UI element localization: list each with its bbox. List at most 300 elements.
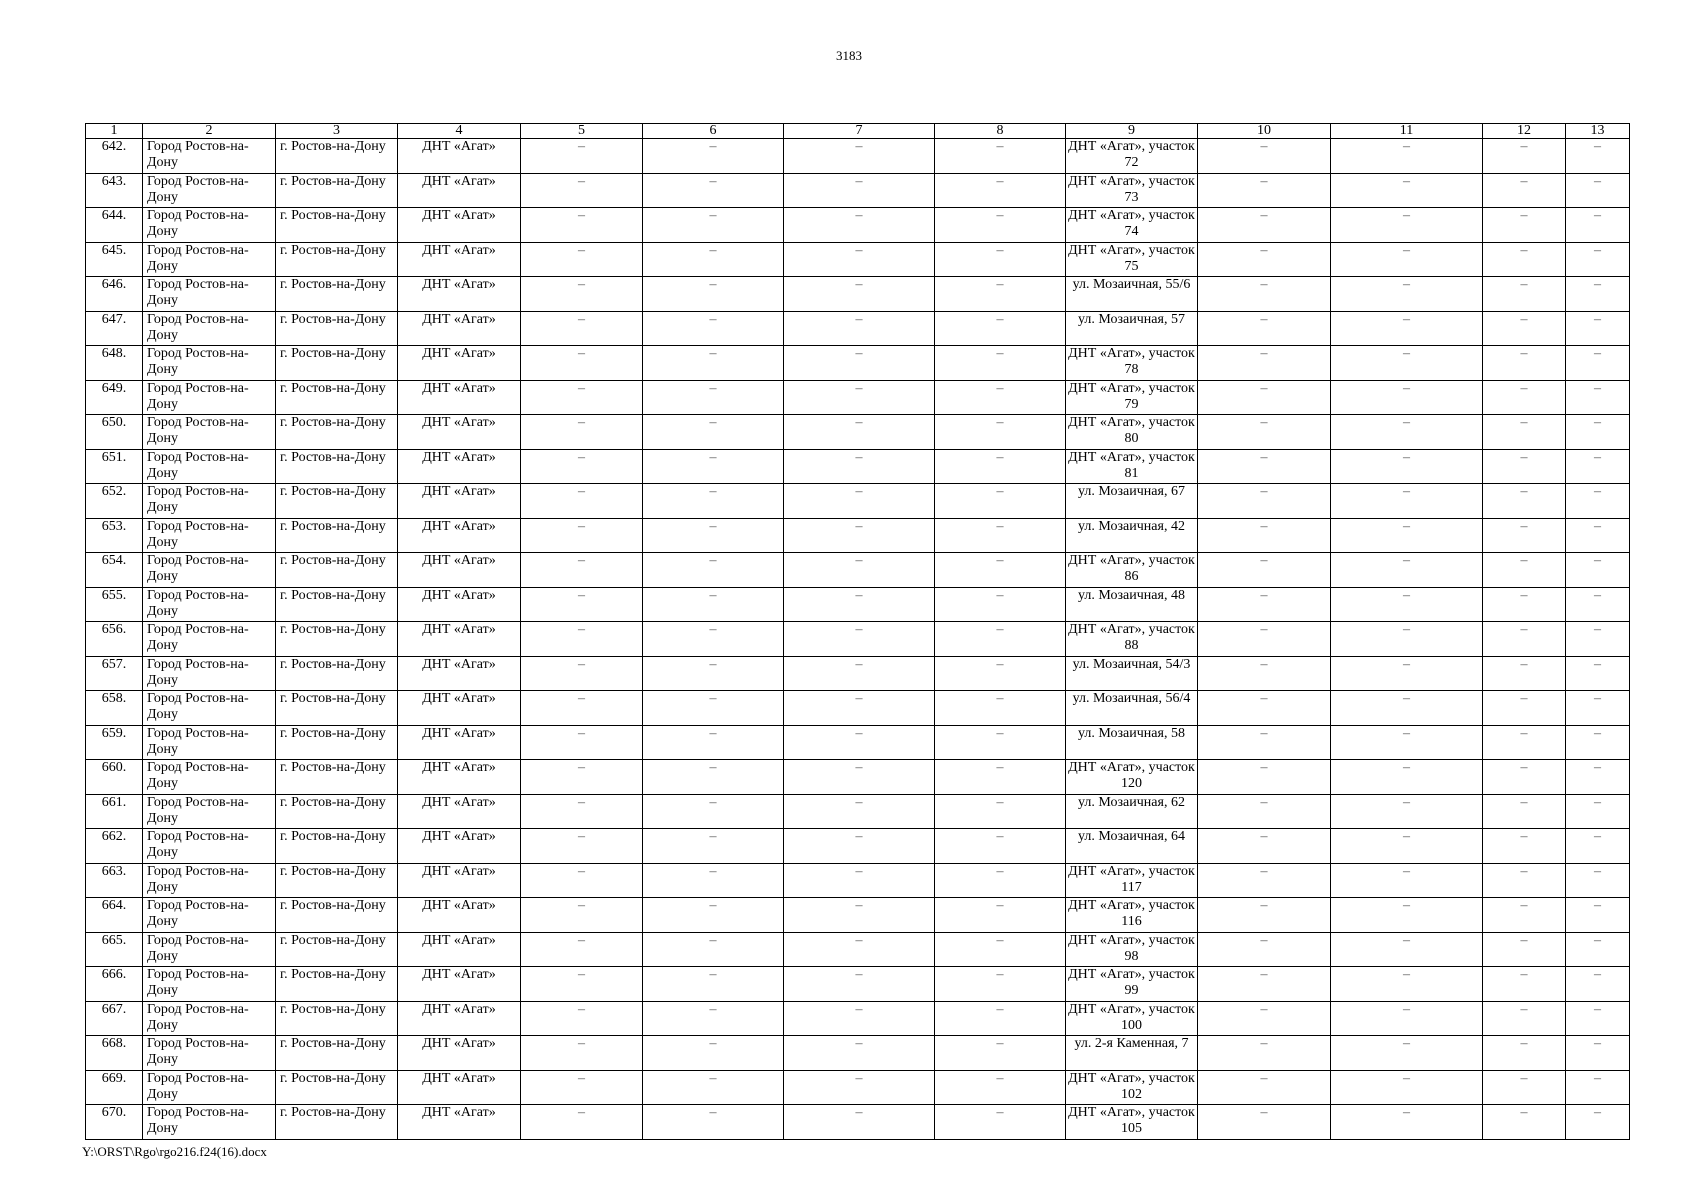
empty-dash-cell: –: [521, 139, 643, 174]
row-number-cell: 670.: [86, 1105, 143, 1140]
row-number-cell: 666.: [86, 967, 143, 1002]
municipality-cell: Город Ростов-на-Дону: [143, 449, 276, 484]
empty-dash-cell: –: [1483, 622, 1566, 657]
empty-dash-cell: –: [1198, 484, 1331, 519]
empty-dash-cell: –: [1331, 863, 1483, 898]
settlement-cell: г. Ростов-на-Дону: [276, 863, 398, 898]
table-row: [86, 139, 1630, 174]
address-cell: ул. Мозаичная, 67: [1066, 484, 1198, 519]
empty-dash-cell: –: [1483, 829, 1566, 864]
row-number-cell: 657.: [86, 656, 143, 691]
empty-dash-cell: –: [1483, 967, 1566, 1002]
empty-dash-cell: –: [935, 622, 1066, 657]
object-cell: ДНТ «Агат»: [398, 622, 521, 657]
page-number: 3183: [836, 48, 862, 63]
empty-dash-cell: –: [935, 277, 1066, 312]
empty-dash-cell: –: [643, 691, 784, 726]
empty-dash-cell: –: [643, 829, 784, 864]
row-number-cell: 669.: [86, 1070, 143, 1105]
column-header-12: 12: [1483, 124, 1566, 139]
empty-dash-cell: –: [643, 139, 784, 174]
empty-dash-cell: –: [784, 242, 935, 277]
row-number-cell: 660.: [86, 760, 143, 795]
settlement-cell: г. Ростов-на-Дону: [276, 725, 398, 760]
table-row: [86, 380, 1630, 415]
address-cell: ул. Мозаичная, 62: [1066, 794, 1198, 829]
empty-dash-cell: –: [1566, 346, 1630, 381]
address-cell: ДНТ «Агат», участок 72: [1066, 139, 1198, 174]
empty-dash-cell: –: [521, 1105, 643, 1140]
empty-dash-cell: –: [935, 898, 1066, 933]
empty-dash-cell: –: [1483, 277, 1566, 312]
settlement-cell: г. Ростов-на-Дону: [276, 794, 398, 829]
object-cell: ДНТ «Агат»: [398, 587, 521, 622]
address-cell: ул. Мозаичная, 56/4: [1066, 691, 1198, 726]
empty-dash-cell: –: [1483, 553, 1566, 588]
object-cell: ДНТ «Агат»: [398, 1070, 521, 1105]
empty-dash-cell: –: [1566, 829, 1630, 864]
object-cell: ДНТ «Агат»: [398, 415, 521, 450]
object-cell: ДНТ «Агат»: [398, 794, 521, 829]
empty-dash-cell: –: [521, 967, 643, 1002]
empty-dash-cell: –: [1483, 208, 1566, 243]
empty-dash-cell: –: [784, 484, 935, 519]
empty-dash-cell: –: [1483, 311, 1566, 346]
empty-dash-cell: –: [1566, 311, 1630, 346]
empty-dash-cell: –: [1566, 1001, 1630, 1036]
empty-dash-cell: –: [643, 242, 784, 277]
empty-dash-cell: –: [1198, 173, 1331, 208]
empty-dash-cell: –: [643, 277, 784, 312]
empty-dash-cell: –: [521, 242, 643, 277]
empty-dash-cell: –: [1198, 725, 1331, 760]
object-cell: ДНТ «Агат»: [398, 346, 521, 381]
empty-dash-cell: –: [1198, 139, 1331, 174]
empty-dash-cell: –: [1331, 311, 1483, 346]
empty-dash-cell: –: [1331, 139, 1483, 174]
table-row: [86, 691, 1630, 726]
empty-dash-cell: –: [643, 1036, 784, 1071]
empty-dash-cell: –: [521, 1001, 643, 1036]
object-cell: ДНТ «Агат»: [398, 656, 521, 691]
empty-dash-cell: –: [643, 449, 784, 484]
empty-dash-cell: –: [1566, 587, 1630, 622]
empty-dash-cell: –: [521, 346, 643, 381]
settlement-cell: г. Ростов-на-Дону: [276, 139, 398, 174]
table-row: [86, 277, 1630, 312]
address-cell: ДНТ «Агат», участок 102: [1066, 1070, 1198, 1105]
row-number-cell: 652.: [86, 484, 143, 519]
empty-dash-cell: –: [1198, 553, 1331, 588]
empty-dash-cell: –: [935, 863, 1066, 898]
empty-dash-cell: –: [935, 760, 1066, 795]
empty-dash-cell: –: [935, 587, 1066, 622]
table-row: [86, 415, 1630, 450]
empty-dash-cell: –: [1198, 1105, 1331, 1140]
empty-dash-cell: –: [521, 1070, 643, 1105]
empty-dash-cell: –: [784, 1036, 935, 1071]
empty-dash-cell: –: [784, 553, 935, 588]
settlement-cell: г. Ростов-на-Дону: [276, 449, 398, 484]
table-row: [86, 725, 1630, 760]
empty-dash-cell: –: [1483, 760, 1566, 795]
empty-dash-cell: –: [1566, 553, 1630, 588]
settlement-cell: г. Ростов-на-Дону: [276, 311, 398, 346]
empty-dash-cell: –: [643, 725, 784, 760]
row-number-cell: 645.: [86, 242, 143, 277]
empty-dash-cell: –: [1331, 484, 1483, 519]
address-cell: ДНТ «Агат», участок 75: [1066, 242, 1198, 277]
table-row: [86, 898, 1630, 933]
empty-dash-cell: –: [1331, 967, 1483, 1002]
empty-dash-cell: –: [1198, 380, 1331, 415]
table-row: [86, 1070, 1630, 1105]
municipality-cell: Город Ростов-на-Дону: [143, 587, 276, 622]
table-row: [86, 553, 1630, 588]
settlement-cell: г. Ростов-на-Дону: [276, 829, 398, 864]
empty-dash-cell: –: [1483, 242, 1566, 277]
empty-dash-cell: –: [1566, 208, 1630, 243]
table-row: [86, 1001, 1630, 1036]
empty-dash-cell: –: [1566, 1070, 1630, 1105]
empty-dash-cell: –: [1483, 863, 1566, 898]
empty-dash-cell: –: [1566, 863, 1630, 898]
table-body: [86, 139, 1630, 1140]
empty-dash-cell: –: [521, 725, 643, 760]
empty-dash-cell: –: [1198, 1070, 1331, 1105]
empty-dash-cell: –: [1483, 380, 1566, 415]
object-cell: ДНТ «Агат»: [398, 725, 521, 760]
empty-dash-cell: –: [643, 518, 784, 553]
empty-dash-cell: –: [1566, 415, 1630, 450]
empty-dash-cell: –: [643, 380, 784, 415]
row-number-cell: 667.: [86, 1001, 143, 1036]
settlement-cell: г. Ростов-на-Дону: [276, 656, 398, 691]
empty-dash-cell: –: [1483, 484, 1566, 519]
empty-dash-cell: –: [935, 1036, 1066, 1071]
row-number-cell: 650.: [86, 415, 143, 450]
empty-dash-cell: –: [1483, 691, 1566, 726]
empty-dash-cell: –: [521, 622, 643, 657]
address-cell: ДНТ «Агат», участок 100: [1066, 1001, 1198, 1036]
column-header-2: 2: [143, 124, 276, 139]
row-number-cell: 654.: [86, 553, 143, 588]
empty-dash-cell: –: [521, 553, 643, 588]
municipality-cell: Город Ростов-на-Дону: [143, 829, 276, 864]
empty-dash-cell: –: [935, 311, 1066, 346]
empty-dash-cell: –: [784, 863, 935, 898]
address-cell: ДНТ «Агат», участок 81: [1066, 449, 1198, 484]
empty-dash-cell: –: [1331, 242, 1483, 277]
empty-dash-cell: –: [1483, 898, 1566, 933]
empty-dash-cell: –: [1331, 277, 1483, 312]
row-number-cell: 655.: [86, 587, 143, 622]
row-number-cell: 663.: [86, 863, 143, 898]
empty-dash-cell: –: [1566, 139, 1630, 174]
column-header-1: 1: [86, 124, 143, 139]
row-number-cell: 658.: [86, 691, 143, 726]
empty-dash-cell: –: [935, 139, 1066, 174]
empty-dash-cell: –: [1198, 587, 1331, 622]
empty-dash-cell: –: [784, 173, 935, 208]
column-header-4: 4: [398, 124, 521, 139]
row-number-cell: 643.: [86, 173, 143, 208]
object-cell: ДНТ «Агат»: [398, 518, 521, 553]
row-number-cell: 649.: [86, 380, 143, 415]
empty-dash-cell: –: [643, 311, 784, 346]
municipality-cell: Город Ростов-на-Дону: [143, 967, 276, 1002]
empty-dash-cell: –: [784, 311, 935, 346]
municipality-cell: Город Ростов-на-Дону: [143, 346, 276, 381]
empty-dash-cell: –: [521, 518, 643, 553]
column-header-3: 3: [276, 124, 398, 139]
empty-dash-cell: –: [935, 415, 1066, 450]
object-cell: ДНТ «Агат»: [398, 553, 521, 588]
municipality-cell: Город Ростов-на-Дону: [143, 242, 276, 277]
empty-dash-cell: –: [1198, 242, 1331, 277]
object-cell: ДНТ «Агат»: [398, 484, 521, 519]
row-number-cell: 651.: [86, 449, 143, 484]
empty-dash-cell: –: [935, 656, 1066, 691]
address-cell: ул. Мозаичная, 64: [1066, 829, 1198, 864]
empty-dash-cell: –: [521, 311, 643, 346]
empty-dash-cell: –: [1566, 380, 1630, 415]
empty-dash-cell: –: [784, 967, 935, 1002]
address-cell: ул. Мозаичная, 42: [1066, 518, 1198, 553]
empty-dash-cell: –: [1566, 932, 1630, 967]
empty-dash-cell: –: [1331, 932, 1483, 967]
column-header-7: 7: [784, 124, 935, 139]
empty-dash-cell: –: [1198, 898, 1331, 933]
settlement-cell: г. Ростов-на-Дону: [276, 346, 398, 381]
settlement-cell: г. Ростов-на-Дону: [276, 1001, 398, 1036]
empty-dash-cell: –: [1566, 242, 1630, 277]
table-row: [86, 656, 1630, 691]
settlement-cell: г. Ростов-на-Дону: [276, 1036, 398, 1071]
empty-dash-cell: –: [1331, 1105, 1483, 1140]
municipality-cell: Город Ростов-на-Дону: [143, 1001, 276, 1036]
empty-dash-cell: –: [521, 208, 643, 243]
address-cell: ДНТ «Агат», участок 88: [1066, 622, 1198, 657]
empty-dash-cell: –: [1566, 691, 1630, 726]
object-cell: ДНТ «Агат»: [398, 208, 521, 243]
object-cell: ДНТ «Агат»: [398, 967, 521, 1002]
municipality-cell: Город Ростов-на-Дону: [143, 898, 276, 933]
address-cell: ДНТ «Агат», участок 79: [1066, 380, 1198, 415]
empty-dash-cell: –: [643, 484, 784, 519]
municipality-cell: Город Ростов-на-Дону: [143, 656, 276, 691]
address-cell: ул. Мозаичная, 58: [1066, 725, 1198, 760]
empty-dash-cell: –: [935, 553, 1066, 588]
empty-dash-cell: –: [1331, 794, 1483, 829]
address-cell: ДНТ «Агат», участок 99: [1066, 967, 1198, 1002]
empty-dash-cell: –: [935, 518, 1066, 553]
empty-dash-cell: –: [1566, 725, 1630, 760]
table-row: [86, 587, 1630, 622]
table-row: [86, 1105, 1630, 1140]
object-cell: ДНТ «Агат»: [398, 898, 521, 933]
empty-dash-cell: –: [1198, 829, 1331, 864]
empty-dash-cell: –: [1198, 794, 1331, 829]
empty-dash-cell: –: [784, 1070, 935, 1105]
empty-dash-cell: –: [1331, 380, 1483, 415]
empty-dash-cell: –: [1331, 1036, 1483, 1071]
empty-dash-cell: –: [1198, 449, 1331, 484]
settlement-cell: г. Ростов-на-Дону: [276, 242, 398, 277]
table-row: [86, 208, 1630, 243]
object-cell: ДНТ «Агат»: [398, 242, 521, 277]
empty-dash-cell: –: [1331, 622, 1483, 657]
object-cell: ДНТ «Агат»: [398, 380, 521, 415]
empty-dash-cell: –: [1483, 587, 1566, 622]
empty-dash-cell: –: [1566, 1036, 1630, 1071]
empty-dash-cell: –: [1198, 863, 1331, 898]
empty-dash-cell: –: [1566, 622, 1630, 657]
empty-dash-cell: –: [1566, 967, 1630, 1002]
table-row: [86, 829, 1630, 864]
row-number-cell: 642.: [86, 139, 143, 174]
empty-dash-cell: –: [643, 932, 784, 967]
address-cell: ДНТ «Агат», участок 98: [1066, 932, 1198, 967]
empty-dash-cell: –: [521, 691, 643, 726]
table-row: [86, 518, 1630, 553]
empty-dash-cell: –: [521, 863, 643, 898]
empty-dash-cell: –: [784, 1105, 935, 1140]
object-cell: ДНТ «Агат»: [398, 932, 521, 967]
settlement-cell: г. Ростов-на-Дону: [276, 760, 398, 795]
empty-dash-cell: –: [1331, 656, 1483, 691]
municipality-cell: Город Ростов-на-Дону: [143, 932, 276, 967]
object-cell: ДНТ «Агат»: [398, 760, 521, 795]
table-row: [86, 311, 1630, 346]
empty-dash-cell: –: [521, 415, 643, 450]
row-number-cell: 661.: [86, 794, 143, 829]
empty-dash-cell: –: [1198, 346, 1331, 381]
empty-dash-cell: –: [784, 656, 935, 691]
object-cell: ДНТ «Агат»: [398, 1001, 521, 1036]
empty-dash-cell: –: [1331, 1070, 1483, 1105]
municipality-cell: Город Ростов-на-Дону: [143, 725, 276, 760]
empty-dash-cell: –: [1566, 1105, 1630, 1140]
empty-dash-cell: –: [784, 1001, 935, 1036]
column-header-11: 11: [1331, 124, 1483, 139]
empty-dash-cell: –: [521, 173, 643, 208]
municipality-cell: Город Ростов-на-Дону: [143, 1070, 276, 1105]
empty-dash-cell: –: [521, 760, 643, 795]
empty-dash-cell: –: [1198, 277, 1331, 312]
empty-dash-cell: –: [1198, 622, 1331, 657]
table-row: [86, 622, 1630, 657]
empty-dash-cell: –: [935, 346, 1066, 381]
registry-table: [85, 123, 1630, 1140]
empty-dash-cell: –: [1483, 1001, 1566, 1036]
empty-dash-cell: –: [1483, 725, 1566, 760]
empty-dash-cell: –: [1483, 656, 1566, 691]
municipality-cell: Город Ростов-на-Дону: [143, 208, 276, 243]
object-cell: ДНТ «Агат»: [398, 829, 521, 864]
empty-dash-cell: –: [1483, 139, 1566, 174]
empty-dash-cell: –: [784, 760, 935, 795]
empty-dash-cell: –: [1566, 760, 1630, 795]
row-number-cell: 664.: [86, 898, 143, 933]
municipality-cell: Город Ростов-на-Дону: [143, 139, 276, 174]
address-cell: ул. Мозаичная, 54/3: [1066, 656, 1198, 691]
table-row: [86, 967, 1630, 1002]
empty-dash-cell: –: [1331, 691, 1483, 726]
column-header-5: 5: [521, 124, 643, 139]
address-cell: ДНТ «Агат», участок 116: [1066, 898, 1198, 933]
settlement-cell: г. Ростов-на-Дону: [276, 380, 398, 415]
address-cell: ДНТ «Агат», участок 117: [1066, 863, 1198, 898]
empty-dash-cell: –: [1331, 415, 1483, 450]
settlement-cell: г. Ростов-на-Дону: [276, 898, 398, 933]
address-cell: ДНТ «Агат», участок 105: [1066, 1105, 1198, 1140]
column-header-9: 9: [1066, 124, 1198, 139]
empty-dash-cell: –: [935, 1070, 1066, 1105]
empty-dash-cell: –: [643, 346, 784, 381]
empty-dash-cell: –: [1198, 932, 1331, 967]
empty-dash-cell: –: [1331, 829, 1483, 864]
empty-dash-cell: –: [1566, 898, 1630, 933]
object-cell: ДНТ «Агат»: [398, 1105, 521, 1140]
empty-dash-cell: –: [1483, 932, 1566, 967]
empty-dash-cell: –: [784, 829, 935, 864]
municipality-cell: Город Ростов-на-Дону: [143, 622, 276, 657]
empty-dash-cell: –: [1198, 1036, 1331, 1071]
empty-dash-cell: –: [1331, 725, 1483, 760]
empty-dash-cell: –: [643, 622, 784, 657]
empty-dash-cell: –: [521, 656, 643, 691]
municipality-cell: Город Ростов-на-Дону: [143, 863, 276, 898]
empty-dash-cell: –: [784, 622, 935, 657]
empty-dash-cell: –: [784, 415, 935, 450]
empty-dash-cell: –: [935, 967, 1066, 1002]
empty-dash-cell: –: [1331, 898, 1483, 933]
object-cell: ДНТ «Агат»: [398, 691, 521, 726]
municipality-cell: Город Ростов-на-Дону: [143, 415, 276, 450]
empty-dash-cell: –: [1198, 311, 1331, 346]
empty-dash-cell: –: [643, 1001, 784, 1036]
empty-dash-cell: –: [935, 449, 1066, 484]
row-number-cell: 647.: [86, 311, 143, 346]
municipality-cell: Город Ростов-на-Дону: [143, 518, 276, 553]
empty-dash-cell: –: [1483, 518, 1566, 553]
empty-dash-cell: –: [935, 380, 1066, 415]
address-cell: ул. Мозаичная, 57: [1066, 311, 1198, 346]
municipality-cell: Город Ростов-на-Дону: [143, 760, 276, 795]
object-cell: ДНТ «Агат»: [398, 311, 521, 346]
column-header-10: 10: [1198, 124, 1331, 139]
row-number-cell: 665.: [86, 932, 143, 967]
empty-dash-cell: –: [1331, 346, 1483, 381]
column-header-13: 13: [1566, 124, 1630, 139]
settlement-cell: г. Ростов-на-Дону: [276, 932, 398, 967]
empty-dash-cell: –: [784, 139, 935, 174]
empty-dash-cell: –: [784, 898, 935, 933]
object-cell: ДНТ «Агат»: [398, 277, 521, 312]
row-number-cell: 644.: [86, 208, 143, 243]
settlement-cell: г. Ростов-на-Дону: [276, 967, 398, 1002]
empty-dash-cell: –: [1331, 760, 1483, 795]
empty-dash-cell: –: [1566, 277, 1630, 312]
empty-dash-cell: –: [784, 208, 935, 243]
empty-dash-cell: –: [935, 794, 1066, 829]
municipality-cell: Город Ростов-на-Дону: [143, 553, 276, 588]
row-number-cell: 653.: [86, 518, 143, 553]
empty-dash-cell: –: [521, 898, 643, 933]
empty-dash-cell: –: [643, 415, 784, 450]
empty-dash-cell: –: [935, 173, 1066, 208]
